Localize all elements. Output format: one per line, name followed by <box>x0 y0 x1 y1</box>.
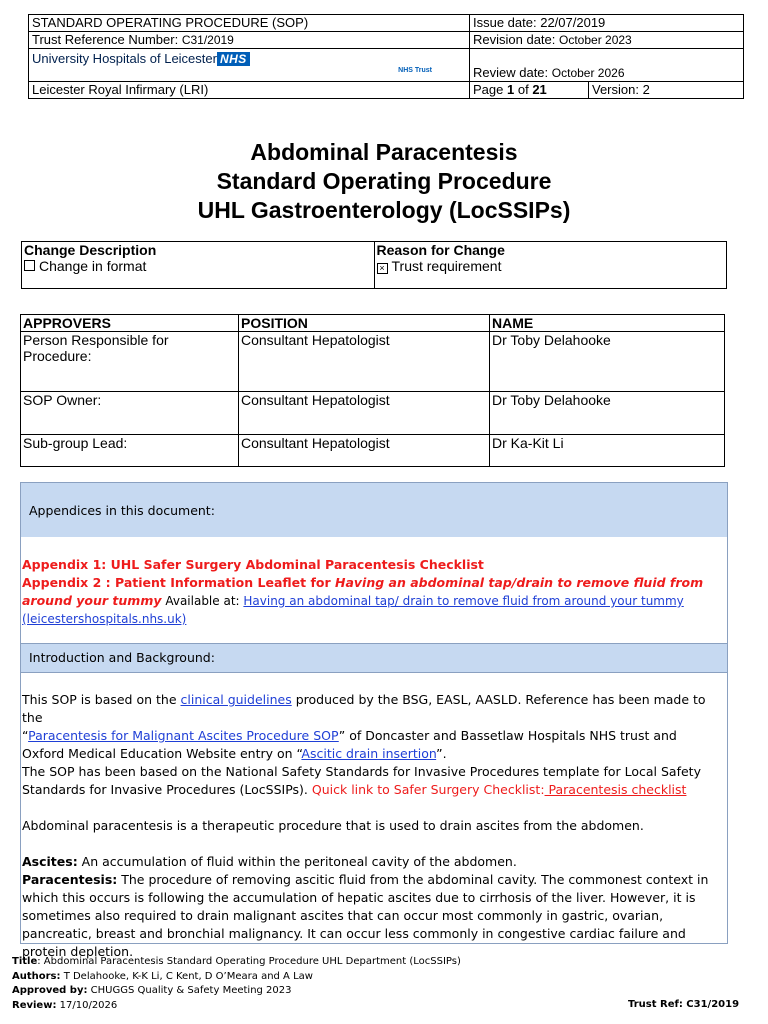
ascites-definition: An accumulation of fluid within the peritoneal cavity of the abdomen. <box>77 854 517 869</box>
table-row <box>21 332 725 392</box>
approver-name: Dr Toby Delahooke <box>490 332 725 392</box>
available-at: Available at: <box>161 594 244 608</box>
ascites-term: Ascites: <box>22 854 78 869</box>
footer-title-label: Title <box>12 956 38 967</box>
nhs-trust-label: NHS Trust <box>398 67 432 74</box>
appendices-band-title: Appendices in this document: <box>29 503 215 518</box>
approver-position: Consultant Hepatologist <box>239 435 490 467</box>
revision-label: Revision date: <box>473 32 556 47</box>
paracentesis-def-line: protein depletion. <box>22 944 134 959</box>
intro-band-title: Introduction and Background: <box>29 650 215 665</box>
leaflet-link[interactable]: Having an abdominal tap/ drain to remove fluid from around your tummy <box>243 594 684 608</box>
intro-band <box>21 643 727 673</box>
trust-ref-cell <box>29 32 470 49</box>
appendix-2-title: Having an abdominal tap/drain to remove fluid from around your tummy <box>22 575 704 608</box>
reason-for-change-cell <box>374 242 727 289</box>
review-value: October 2026 <box>551 66 625 80</box>
page-current: 1 <box>507 82 515 97</box>
footer-review-value: 17/10/2026 <box>56 999 118 1011</box>
footer <box>12 955 461 1013</box>
checked-box-icon: × <box>377 263 388 274</box>
paracentesis-def-line: sometimes also required to drain malignant ascites that can occur most commonly in gastric, ovarian, <box>22 908 664 923</box>
header-table <box>28 14 744 99</box>
version: Version: 2 <box>589 82 744 99</box>
paracentesis-sop-link[interactable]: Paracentesis for Malignant Ascites Procedure SOP <box>28 728 339 743</box>
trust-ref-value: C31/2019 <box>181 33 234 47</box>
issue-date: Issue date: 22/07/2019 <box>470 15 744 32</box>
site-name: Leicester Royal Infirmary (LRI) <box>29 82 470 99</box>
table-row <box>21 392 725 435</box>
org-logo-cell <box>29 49 470 82</box>
review-label: Review date: <box>473 65 549 80</box>
footer-authors-value: T Delahooke, K-K Li, C Kent, D O’Meara and A Law <box>60 970 313 982</box>
ascitic-drain-link[interactable]: Ascitic drain insertion <box>301 746 437 761</box>
revision-cell <box>470 32 744 49</box>
trust-ref-label: Trust Reference Number: <box>32 32 179 47</box>
change-table <box>21 241 727 289</box>
intro-p3: Abdominal paracentesis is a therapeutic procedure that is used to drain ascites from the abdomen. <box>22 818 644 833</box>
footer-authors-label: Authors: <box>12 970 61 982</box>
approvers-table <box>20 314 725 467</box>
change-description-heading: Change Description <box>24 242 157 258</box>
nhs-logo: NHS <box>217 52 250 66</box>
paracentesis-checklist-link[interactable]: Paracentesis checklist <box>544 782 687 797</box>
title-line-2: Standard Operating Procedure <box>216 168 552 194</box>
approver-role: Person Responsible for Procedure: <box>21 332 239 392</box>
page-total: 21 <box>532 82 547 97</box>
table-row <box>21 435 725 467</box>
footer-title-value: : Abdominal Paracentesis Standard Operating Procedure UHL Department (LocSSIPs) <box>37 956 461 967</box>
reason-item: Trust requirement <box>391 258 502 274</box>
approvers-header: APPROVERS <box>21 315 239 332</box>
paracentesis-def-line: pancreatic, breast and bronchial malignancy. It can occur less commonly in congestive cardiac failure and <box>22 926 686 941</box>
approver-position: Consultant Hepatologist <box>239 392 490 435</box>
footer-approved-value: CHUGGS Quality & Safety Meeting 2023 <box>87 985 292 996</box>
org-name: University Hospitals of Leicester <box>32 51 217 66</box>
footer-approved-label: Approved by: <box>12 985 88 996</box>
title-line-3: UHL Gastroenterology (LocSSIPs) <box>197 197 571 223</box>
approver-position: Consultant Hepatologist <box>239 332 490 392</box>
footer-review-label: Review: <box>12 999 57 1011</box>
appendix-2-prefix: Appendix 2 : Patient Information Leaflet for <box>22 575 336 590</box>
paracentesis-def-line: which this occurs is following the accumulation of hepatic ascites due to cirrhosis of the liver. However, it is <box>22 890 696 905</box>
title-line-1: Abdominal Paracentesis <box>250 139 518 165</box>
paracentesis-term: Paracentesis: <box>22 872 118 887</box>
document-title <box>0 138 768 225</box>
approver-name: Dr Toby Delahooke <box>490 392 725 435</box>
content-box <box>20 482 728 959</box>
clinical-guidelines-link[interactable]: clinical guidelines <box>180 692 292 707</box>
change-description-cell <box>22 242 375 289</box>
name-header: NAME <box>490 315 725 332</box>
page-number: Page 1 of 21 <box>470 82 589 99</box>
reason-heading: Reason for Change <box>376 242 505 258</box>
review-cell <box>470 49 744 82</box>
quick-link-label: Quick link to Safer Surgery Checklist: <box>311 782 545 797</box>
sop-label: STANDARD OPERATING PROCEDURE (SOP) <box>29 15 470 32</box>
approver-role: SOP Owner: <box>21 392 239 435</box>
leaflet-link-domain[interactable]: (leicestershospitals.nhs.uk) <box>22 612 187 626</box>
footer-trust-ref: Trust Ref: C31/2019 <box>628 999 740 1010</box>
appendices-band <box>21 483 727 537</box>
intro-p2-line1: The SOP has been based on the National Safety Standards for Invasive Procedures template for Local Safety <box>22 764 701 779</box>
change-description-item: Change in format <box>39 258 147 274</box>
appendices-list <box>22 556 722 628</box>
approver-role: Sub-group Lead: <box>21 435 239 467</box>
unchecked-box-icon <box>24 260 35 271</box>
approver-name: Dr Ka-Kit Li <box>490 435 725 467</box>
revision-value: October 2023 <box>559 33 632 47</box>
intro-body: This SOP is based on the clinical guidelines produced by the BSG, EASL, AASLD. Reference has been made to the “Paracentesis for Malignant Ascites Procedure SOP” of Doncaster and Bassetlaw Hospitals NHS trust and Oxford Medical Education Website entry on “Ascitic drain insertion”. The SOP has been based on the National Safety Standards for Invasive Procedures template for Local Safety Standards for Invasive Procedures (LocSSIPs). Quick link to Safer Surgery Checklist: Paracentesis checklist Abdominal paracentesis is a therapeutic procedure that is used to drain ascites from the abdomen. Ascites: An accumulation of fluid within the peritoneal cavity of the abdomen. Paracentesis: The procedure of removing ascitic fluid from the abdominal cavity. The commonest context in which this occurs is following the accumulation of hepatic ascites due to cirrhosis of the liver. However, it is sometimes also required to drain malignant ascites that can occur most commonly in gastric, ovarian, pancreatic, breast and bronchial malignancy. It can occur less commonly in congestive cardiac failure and protein depletion. <box>22 691 722 961</box>
appendix-1: Appendix 1: UHL Safer Surgery Abdominal Paracentesis Checklist <box>22 557 484 572</box>
position-header: POSITION <box>239 315 490 332</box>
